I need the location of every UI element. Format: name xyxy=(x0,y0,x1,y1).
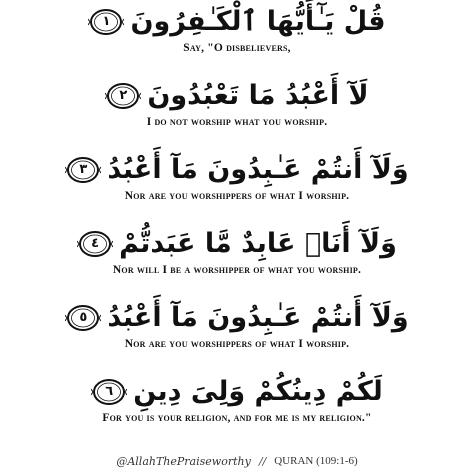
verse-translation: Nor will I be a worshipper of what you worship. xyxy=(112,264,362,276)
verse-4 xyxy=(0,224,474,292)
verse-1 xyxy=(0,2,474,70)
verse-number-marker-icon xyxy=(77,229,113,259)
verse-arabic-row xyxy=(0,76,474,116)
verse-number-marker-icon xyxy=(88,7,124,37)
verse-arabic-row xyxy=(0,298,474,338)
verse-6 xyxy=(0,372,474,440)
social-handle: @AllahThePraiseworthy xyxy=(116,454,251,468)
verse-2 xyxy=(0,76,474,144)
verse-translation: Say, "O disbelievers, xyxy=(183,42,291,54)
verse-translation: For you is your religion, and for me is my religion." xyxy=(102,412,372,424)
verse-number: ١ xyxy=(102,14,111,29)
verse-arabic-text: قُلْ يَـٰٓأَيُّهَا ٱلْكَـٰفِرُونَ xyxy=(130,6,386,37)
verse-arabic-text: وَلَآ أَنتُمْ عَـٰبِدُونَ مَآ أَعْبُدُ xyxy=(107,302,409,333)
verse-number: ٤ xyxy=(91,236,100,251)
verse-number-marker-icon xyxy=(65,155,101,185)
verse-number: ٢ xyxy=(119,88,128,103)
verse-arabic-row xyxy=(0,224,474,264)
verse-translation: Nor are you worshippers of what I worship. xyxy=(124,190,350,202)
verse-arabic-text: لَكُمْ دِينُكُمْ وَلِىَ دِينِ xyxy=(133,376,383,407)
verse-number: ٦ xyxy=(105,384,114,399)
verse-number-marker-icon xyxy=(65,303,101,333)
verse-translation: Nor are you worshippers of what I worship. xyxy=(124,338,350,350)
verse-number: ٥ xyxy=(79,310,88,325)
verse-number: ٣ xyxy=(79,162,88,177)
verse-3 xyxy=(0,150,474,218)
footer xyxy=(0,452,474,470)
quran-reference: QURAN (109:1-6) xyxy=(274,455,358,467)
verse-number-marker-icon xyxy=(91,377,127,407)
verse-arabic-row xyxy=(0,150,474,190)
verse-arabic-row xyxy=(0,372,474,412)
verse-arabic-text: وَلَآ أَنتُمْ عَـٰبِدُونَ مَآ أَعْبُدُ xyxy=(107,154,409,185)
verse-translation: I do not worship what you worship. xyxy=(146,116,328,128)
verse-arabic-text: لَآ أَعْبُدُ مَا تَعْبُدُونَ xyxy=(147,80,369,111)
verse-arabic-row xyxy=(0,2,474,42)
verse-5 xyxy=(0,298,474,366)
verse-number-marker-icon xyxy=(105,81,141,111)
verse-arabic-text: وَلَآ أَنَا۠ عَابِدٌ مَّا عَبَدتُّمْ xyxy=(119,228,397,259)
footer-separator: // xyxy=(258,454,267,468)
